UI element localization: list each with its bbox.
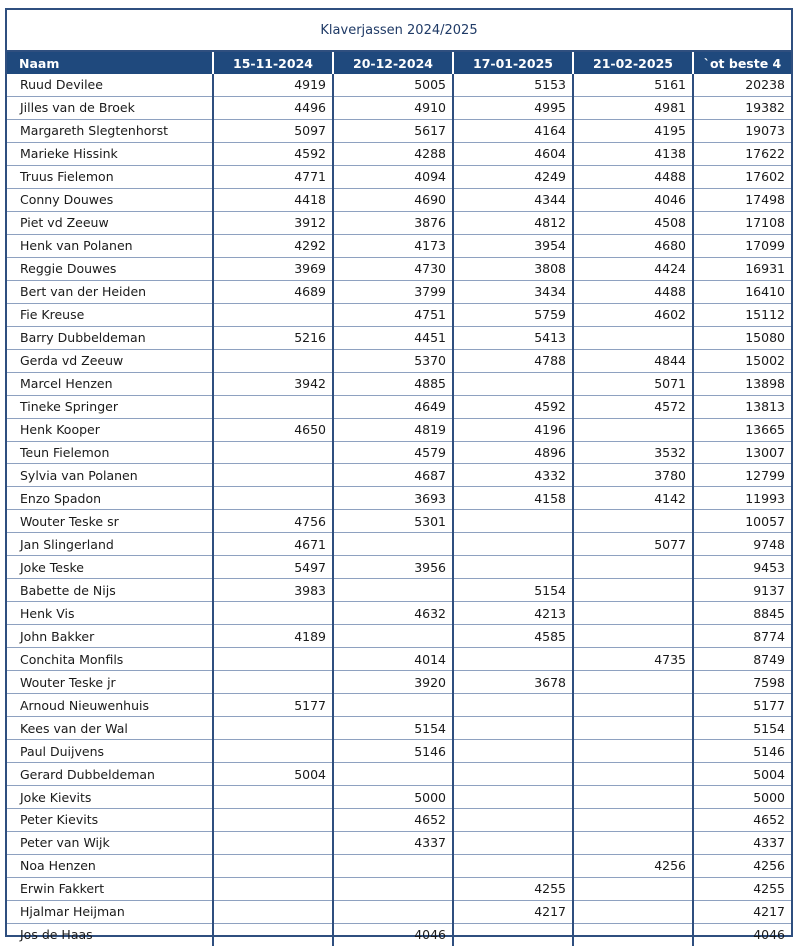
header-date-3: 17-01-2025 — [453, 52, 573, 74]
cell-date-4 — [573, 717, 693, 740]
cell-naam: Barry Dubbeldeman — [7, 326, 213, 349]
cell-date-2: 4094 — [333, 165, 453, 188]
cell-total: 9137 — [693, 579, 791, 602]
cell-naam: Henk Kooper — [7, 418, 213, 441]
cell-date-2: 3799 — [333, 280, 453, 303]
cell-date-2 — [333, 900, 453, 923]
cell-date-4: 4488 — [573, 165, 693, 188]
header-date-2: 20-12-2024 — [333, 52, 453, 74]
cell-date-4: 5077 — [573, 533, 693, 556]
table-row — [7, 303, 791, 326]
cell-date-1: 3969 — [213, 257, 333, 280]
cell-date-2: 4579 — [333, 441, 453, 464]
cell-naam: Tineke Springer — [7, 395, 213, 418]
cell-date-4: 4195 — [573, 119, 693, 142]
cell-total: 10057 — [693, 510, 791, 533]
table-row — [7, 510, 791, 533]
table-row — [7, 211, 791, 234]
cell-naam: Conny Douwes — [7, 188, 213, 211]
cell-date-3: 3434 — [453, 280, 573, 303]
cell-total: 11993 — [693, 487, 791, 510]
cell-date-4 — [573, 809, 693, 832]
table-row — [7, 923, 791, 945]
header-row — [7, 52, 791, 74]
cell-date-4 — [573, 579, 693, 602]
cell-date-2: 4885 — [333, 372, 453, 395]
cell-date-3 — [453, 809, 573, 832]
cell-naam: Noa Henzen — [7, 854, 213, 877]
cell-date-2: 5146 — [333, 740, 453, 763]
cell-naam: Henk Vis — [7, 602, 213, 625]
cell-date-3: 5759 — [453, 303, 573, 326]
cell-date-1 — [213, 831, 333, 854]
table-row — [7, 372, 791, 395]
cell-naam: Reggie Douwes — [7, 257, 213, 280]
cell-naam: Jos de Haas — [20, 927, 93, 943]
header-total: `ot beste 4 — [693, 52, 791, 74]
cell-date-4 — [573, 877, 693, 900]
cell-date-1 — [213, 648, 333, 671]
table-row — [7, 418, 791, 441]
cell-date-1: 4671 — [213, 533, 333, 556]
table-row — [7, 671, 791, 694]
cell-naam: Wouter Teske jr — [7, 671, 213, 694]
cell-naam: Peter van Wijk — [7, 831, 213, 854]
cell-date-1: 4689 — [213, 280, 333, 303]
cell-date-1 — [213, 717, 333, 740]
cell-date-4: 4138 — [573, 142, 693, 165]
cell-date-3 — [453, 740, 573, 763]
cell-date-2: 5370 — [333, 349, 453, 372]
cell-naam: Arnoud Nieuwenhuis — [7, 694, 213, 717]
cell-date-2: 4652 — [333, 809, 453, 832]
table-row — [7, 326, 791, 349]
cell-total: 16931 — [693, 257, 791, 280]
cell-date-1 — [213, 303, 333, 326]
table-row — [7, 786, 791, 809]
cell-naam: Jilles van de Broek — [7, 96, 213, 119]
cell-total: 4255 — [693, 877, 791, 900]
cell-total: 13898 — [693, 372, 791, 395]
cell-naam: Kees van der Wal — [7, 717, 213, 740]
cell-date-3: 4604 — [453, 142, 573, 165]
table-row — [7, 556, 791, 579]
cell-date-4: 4142 — [573, 487, 693, 510]
cell-date-3 — [453, 763, 573, 786]
table-row — [7, 165, 791, 188]
cell-date-3 — [453, 372, 573, 395]
cell-date-2: 4337 — [333, 831, 453, 854]
header-date-1: 15-11-2024 — [213, 52, 333, 74]
cell-date-1: 4650 — [213, 418, 333, 441]
cell-date-3: 5154 — [453, 579, 573, 602]
cell-date-1: 4292 — [213, 234, 333, 257]
cell-date-1: 4496 — [213, 96, 333, 119]
cell-naam: Piet vd Zeeuw — [7, 211, 213, 234]
cell-date-2 — [333, 694, 453, 717]
cell-date-3: 4164 — [453, 119, 573, 142]
cell-date-2: 4632 — [333, 602, 453, 625]
cell-date-1: 5004 — [213, 763, 333, 786]
cell-date-2: 4451 — [333, 326, 453, 349]
table-row — [7, 257, 791, 280]
cell-total: 17622 — [693, 142, 791, 165]
table-row — [7, 349, 791, 372]
cell-total: 17498 — [693, 188, 791, 211]
cell-date-4 — [573, 831, 693, 854]
cell-total: 5000 — [693, 786, 791, 809]
cell-date-1: 4771 — [213, 165, 333, 188]
cell-naam: Margareth Slegtenhorst — [7, 119, 213, 142]
cell-date-4 — [573, 556, 693, 579]
cell-total: 7598 — [693, 671, 791, 694]
header-naam: Naam — [7, 52, 213, 74]
cell-total: 4217 — [693, 900, 791, 923]
cell-date-3: 4995 — [453, 96, 573, 119]
cell-date-1 — [213, 786, 333, 809]
cell-total: 5177 — [693, 694, 791, 717]
cell-naam: Sylvia van Polanen — [7, 464, 213, 487]
cell-total: 12799 — [693, 464, 791, 487]
cell-date-4: 5161 — [573, 74, 693, 96]
cell-date-2: 4910 — [333, 96, 453, 119]
cell-date-4: 4735 — [573, 648, 693, 671]
cell-date-3: 4196 — [453, 418, 573, 441]
cell-naam: Gerda vd Zeeuw — [7, 349, 213, 372]
cell-date-4 — [573, 763, 693, 786]
table-row — [7, 533, 791, 556]
cell-date-2: 3920 — [333, 671, 453, 694]
table-row — [7, 831, 791, 854]
cell-date-4: 3532 — [573, 441, 693, 464]
cell-naam: Babette de Nijs — [7, 579, 213, 602]
cell-date-2: 4751 — [333, 303, 453, 326]
spreadsheet-table — [5, 8, 793, 943]
cell-date-2 — [333, 877, 453, 900]
table-row — [7, 142, 791, 165]
table-row — [7, 854, 791, 877]
cell-total: 15112 — [693, 303, 791, 326]
cell-date-3 — [453, 694, 573, 717]
cell-date-1 — [213, 464, 333, 487]
cell-date-3 — [453, 786, 573, 809]
cell-date-1 — [213, 854, 333, 877]
cell-naam: Paul Duijvens — [7, 740, 213, 763]
cell-date-4: 4981 — [573, 96, 693, 119]
table-row — [7, 740, 791, 763]
cell-naam: Marieke Hissink — [7, 142, 213, 165]
cell-date-2: 4730 — [333, 257, 453, 280]
cell-date-2 — [333, 763, 453, 786]
cell-date-4 — [573, 671, 693, 694]
cell-date-1 — [213, 395, 333, 418]
cell-date-2: 4819 — [333, 418, 453, 441]
cell-date-3: 3808 — [453, 257, 573, 280]
cell-date-2: 5154 — [333, 717, 453, 740]
cell-date-1 — [213, 877, 333, 900]
sheet-title: Klaverjassen 2024/2025 — [7, 10, 791, 52]
cell-total: 8774 — [693, 625, 791, 648]
cell-date-4 — [573, 694, 693, 717]
cell-date-1 — [213, 671, 333, 694]
cell-date-3: 4158 — [453, 487, 573, 510]
table-row — [7, 395, 791, 418]
cell-total: 20238 — [693, 74, 791, 96]
cell-date-3 — [453, 831, 573, 854]
table-row — [7, 602, 791, 625]
cell-total: 8749 — [693, 648, 791, 671]
cell-naam: Joke Kievits — [7, 786, 213, 809]
cell-date-4 — [573, 625, 693, 648]
cell-naam: Peter Kievits — [7, 809, 213, 832]
cell-date-2: 4046 — [333, 923, 453, 945]
cell-date-2: 5000 — [333, 786, 453, 809]
table-row — [7, 74, 791, 96]
cell-date-3: 4217 — [453, 900, 573, 923]
cell-date-3: 4213 — [453, 602, 573, 625]
cell-date-1: 4756 — [213, 510, 333, 533]
table-row — [7, 579, 791, 602]
header-date-4: 21-02-2025 — [573, 52, 693, 74]
cell-total: 19382 — [693, 96, 791, 119]
cell-date-1 — [213, 441, 333, 464]
cell-date-1: 5497 — [213, 556, 333, 579]
table-row — [7, 464, 791, 487]
table-row — [7, 280, 791, 303]
cell-total: 15002 — [693, 349, 791, 372]
cell-date-3 — [453, 510, 573, 533]
cell-date-3 — [453, 556, 573, 579]
cell-naam: Jan Slingerland — [7, 533, 213, 556]
cell-naam: Fie Kreuse — [7, 303, 213, 326]
cell-date-4: 4602 — [573, 303, 693, 326]
cell-total: 4256 — [693, 854, 791, 877]
cell-date-4: 4256 — [573, 854, 693, 877]
cell-date-3 — [453, 533, 573, 556]
cell-total: 4046 — [693, 923, 791, 945]
cell-date-1 — [213, 602, 333, 625]
table-body — [7, 74, 791, 946]
cell-date-2 — [333, 533, 453, 556]
cell-date-2: 4690 — [333, 188, 453, 211]
cell-date-2 — [333, 625, 453, 648]
cell-total: 5004 — [693, 763, 791, 786]
cell-total: 8845 — [693, 602, 791, 625]
cell-total: 16410 — [693, 280, 791, 303]
cell-date-2: 5005 — [333, 74, 453, 96]
cell-date-2: 4649 — [333, 395, 453, 418]
cell-naam: Wouter Teske sr — [7, 510, 213, 533]
cell-naam: Teun Fielemon — [7, 441, 213, 464]
cell-date-2: 4173 — [333, 234, 453, 257]
cell-date-2: 3956 — [333, 556, 453, 579]
table-row — [7, 717, 791, 740]
cell-date-4 — [573, 418, 693, 441]
cell-date-4: 4572 — [573, 395, 693, 418]
table-row — [7, 234, 791, 257]
cell-date-1 — [213, 349, 333, 372]
cell-total: 4337 — [693, 831, 791, 854]
cell-date-3: 4255 — [453, 877, 573, 900]
cell-date-2: 4014 — [333, 648, 453, 671]
cell-date-1 — [213, 740, 333, 763]
score-table — [7, 52, 791, 946]
cell-total: 17099 — [693, 234, 791, 257]
table-row — [7, 119, 791, 142]
cell-naam: Bert van der Heiden — [7, 280, 213, 303]
cell-date-1 — [213, 923, 333, 945]
cell-date-4: 4680 — [573, 234, 693, 257]
cell-total: 15080 — [693, 326, 791, 349]
table-row — [7, 809, 791, 832]
cell-date-1 — [213, 809, 333, 832]
cell-date-4 — [573, 923, 693, 945]
table-row — [7, 487, 791, 510]
cell-date-2: 5301 — [333, 510, 453, 533]
cell-naam: John Bakker — [7, 625, 213, 648]
cell-date-1: 5097 — [213, 119, 333, 142]
cell-naam: Marcel Henzen — [7, 372, 213, 395]
cell-date-3: 4585 — [453, 625, 573, 648]
cell-total: 13813 — [693, 395, 791, 418]
cell-date-1: 3983 — [213, 579, 333, 602]
cell-date-2: 4687 — [333, 464, 453, 487]
cell-date-3: 4896 — [453, 441, 573, 464]
table-row — [7, 441, 791, 464]
cell-date-4: 4508 — [573, 211, 693, 234]
cell-date-3: 4812 — [453, 211, 573, 234]
cell-date-4 — [573, 786, 693, 809]
cell-date-3: 3678 — [453, 671, 573, 694]
cell-naam: Erwin Fakkert — [7, 877, 213, 900]
table-row — [7, 96, 791, 119]
cell-date-1: 3942 — [213, 372, 333, 395]
cell-date-3: 5153 — [453, 74, 573, 96]
cell-naam: Conchita Monfils — [7, 648, 213, 671]
cell-total: 13665 — [693, 418, 791, 441]
cell-date-2 — [333, 854, 453, 877]
cell-date-3: 4788 — [453, 349, 573, 372]
cell-total: 9453 — [693, 556, 791, 579]
cell-date-1: 4919 — [213, 74, 333, 96]
cell-date-3: 4249 — [453, 165, 573, 188]
cell-date-2 — [333, 579, 453, 602]
cell-total: 5154 — [693, 717, 791, 740]
cell-date-1: 4189 — [213, 625, 333, 648]
cell-date-3: 5413 — [453, 326, 573, 349]
cell-date-4 — [573, 602, 693, 625]
cell-naam: Joke Teske — [7, 556, 213, 579]
cell-total: 13007 — [693, 441, 791, 464]
cell-date-4 — [573, 510, 693, 533]
cell-naam: Henk van Polanen — [7, 234, 213, 257]
cell-date-3: 3954 — [453, 234, 573, 257]
cell-date-4: 4046 — [573, 188, 693, 211]
cell-date-3 — [453, 854, 573, 877]
cell-date-4 — [573, 326, 693, 349]
cell-date-3 — [453, 923, 573, 945]
cell-naam: Hjalmar Heijman — [7, 900, 213, 923]
table-row — [7, 877, 791, 900]
cell-naam: Ruud Devilee — [7, 74, 213, 96]
cell-date-1: 3912 — [213, 211, 333, 234]
cell-date-4: 4488 — [573, 280, 693, 303]
cell-total: 17602 — [693, 165, 791, 188]
cell-date-1: 5216 — [213, 326, 333, 349]
cell-naam: Truus Fielemon — [7, 165, 213, 188]
cell-naam: Gerard Dubbeldeman — [7, 763, 213, 786]
table-row — [7, 188, 791, 211]
cell-total: 9748 — [693, 533, 791, 556]
cell-date-2: 3876 — [333, 211, 453, 234]
cell-total: 19073 — [693, 119, 791, 142]
cell-date-2: 3693 — [333, 487, 453, 510]
cell-date-2: 4288 — [333, 142, 453, 165]
cell-date-4: 5071 — [573, 372, 693, 395]
table-row — [7, 900, 791, 923]
table-row — [7, 648, 791, 671]
cell-date-1 — [213, 487, 333, 510]
table-row — [7, 625, 791, 648]
cell-date-3: 4332 — [453, 464, 573, 487]
cell-date-3: 4592 — [453, 395, 573, 418]
cell-total: 17108 — [693, 211, 791, 234]
cell-date-3 — [453, 717, 573, 740]
cell-date-1 — [213, 900, 333, 923]
cell-total: 5146 — [693, 740, 791, 763]
cell-naam: Enzo Spadon — [7, 487, 213, 510]
table-row — [7, 763, 791, 786]
cell-date-1: 4592 — [213, 142, 333, 165]
cell-date-3: 4344 — [453, 188, 573, 211]
table-row — [7, 694, 791, 717]
cell-date-3 — [453, 648, 573, 671]
cell-date-4: 3780 — [573, 464, 693, 487]
cell-date-4: 4424 — [573, 257, 693, 280]
cell-date-1: 5177 — [213, 694, 333, 717]
cell-date-1: 4418 — [213, 188, 333, 211]
cell-date-4: 4844 — [573, 349, 693, 372]
cell-total: 4652 — [693, 809, 791, 832]
cell-date-4 — [573, 740, 693, 763]
cell-date-2: 5617 — [333, 119, 453, 142]
cell-date-4 — [573, 900, 693, 923]
